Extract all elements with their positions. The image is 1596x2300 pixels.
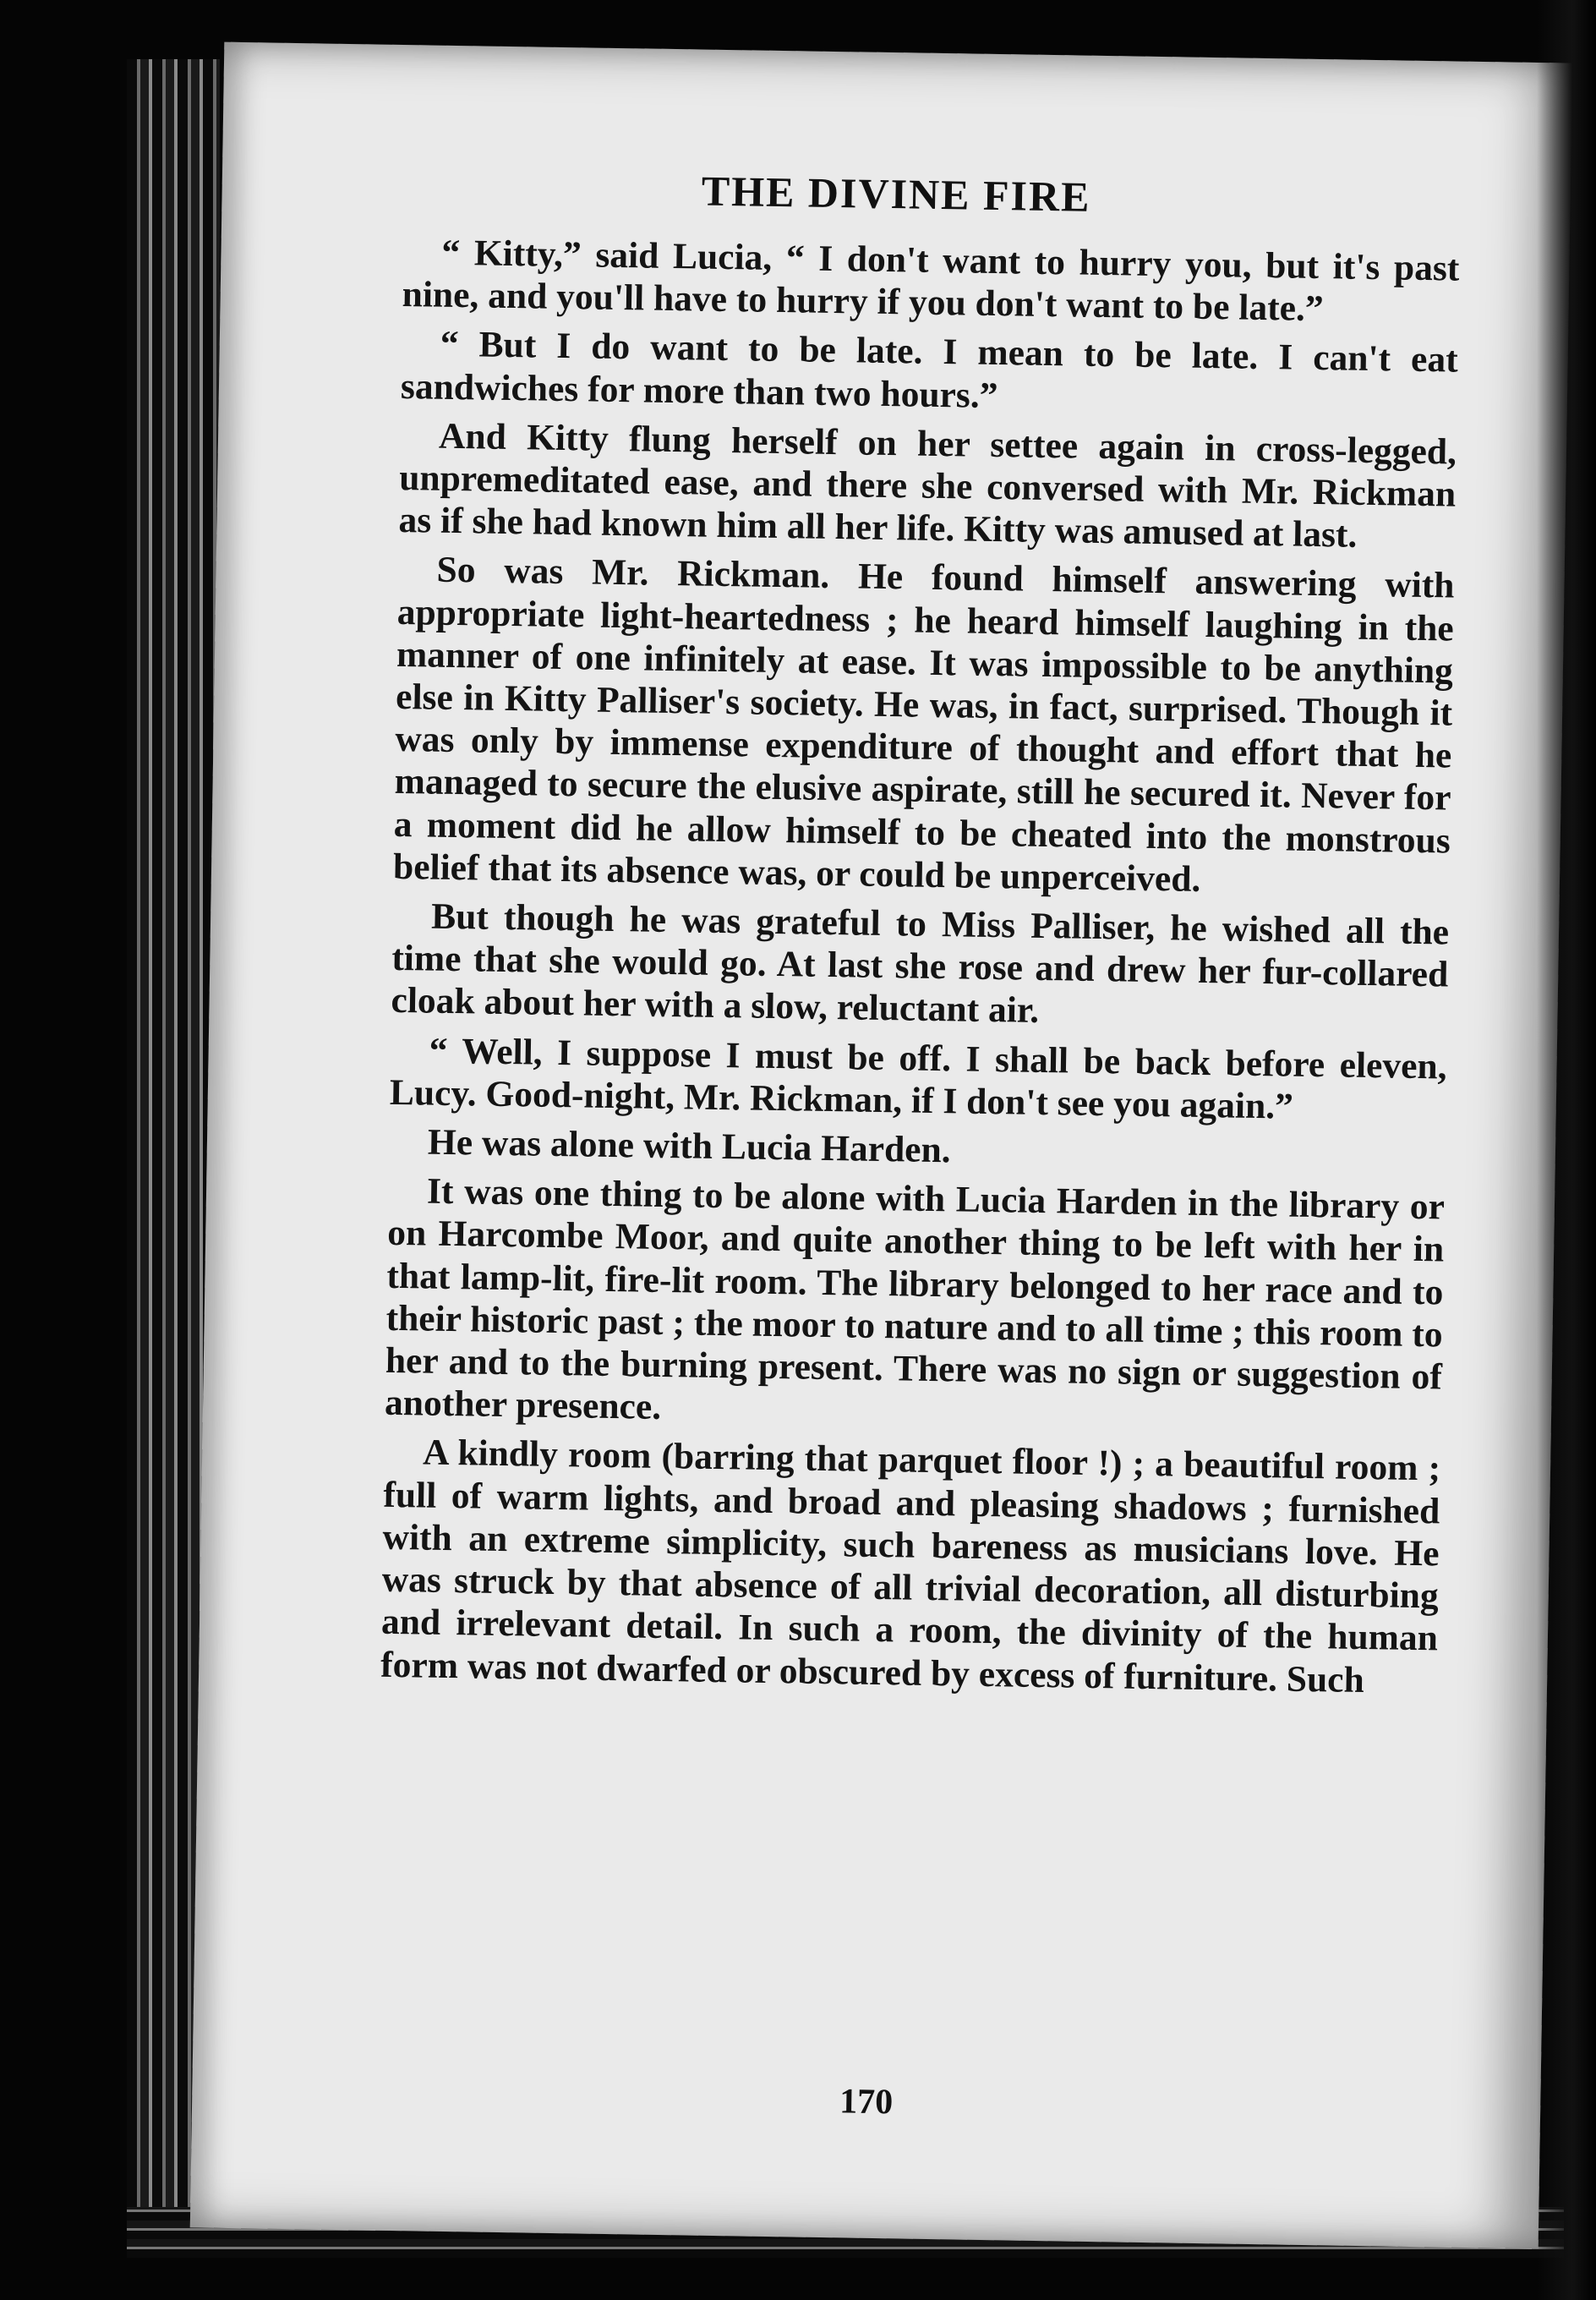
- paragraph: A kindly room (barring that parquet floor !) ; a beautiful room ; full of warm lights, and broad and pleasing shadows ; furnished with an extreme simplicity, such bareness as musicians love. He was struck by that absence of all trivial decoration, all disturbing and irrelevant detail. In such a room, the divinity of the human form was not dwarfed or obscured by excess of furniture. Such: [380, 1432, 1441, 1700]
- running-head: THE DIVINE FIRE: [701, 167, 1091, 221]
- paragraph: So was Mr. Rickman. He found himself answering with appropriate light-heartedness ; he heard himself laughing in the manner of one infinitely at ease. It was impossible to be anything else in Kitty Palliser's society. He was, in fact, surprised. Though it was only by immense expenditure of thought and effort that he managed to secure the elusive aspirate, still he secured it. Never for a moment did he allow himself to be cheated into the monstrous belief that its absence was, or could be unperceived.: [392, 550, 1455, 900]
- paragraph: “ Kitty,” said Lucia, “ I don't want to hurry you, but it's past nine, and you'll have to hurry if you don't want to be late.”: [402, 232, 1460, 330]
- book-page: [190, 42, 1572, 2249]
- page-number: 170: [839, 2082, 894, 2122]
- body-text: [380, 231, 1460, 1709]
- paragraph: He was alone with Lucia Harden.: [427, 1121, 951, 1171]
- paragraph: But though he was grateful to Miss Palliser, he wished all the time that she would go. At last she rose and drew her fur-collared cloak about her with a slow, reluctant air.: [391, 895, 1450, 1032]
- gutter-shadow: [1537, 0, 1596, 2300]
- paragraph: And Kitty flung herself on her settee again in cross-legged, unpremeditated ease, and there she conversed with Mr. Rickman as if she had known him all her life. Kitty was amused at last.: [398, 415, 1457, 556]
- paragraph: “ Well, I suppose I must be off. I shall be back before eleven, Lucy. Good-night, Mr. Rickman, if I don't see you again.”: [389, 1030, 1447, 1127]
- paragraph: “ But I do want to be late. I mean to be late. I can't eat sandwiches for more than two hours.”: [400, 324, 1459, 416]
- paragraph: It was one thing to be alone with Lucia Harden in the library or on Harcombe Moor, and quite another thing to be left with her in that lamp-lit, fire-lit room. The library belonged to her race and to their historic past ; the moor to nature and to all time ; this room to her and to the burning present. There was no sign or suggestion of another presence.: [384, 1170, 1446, 1428]
